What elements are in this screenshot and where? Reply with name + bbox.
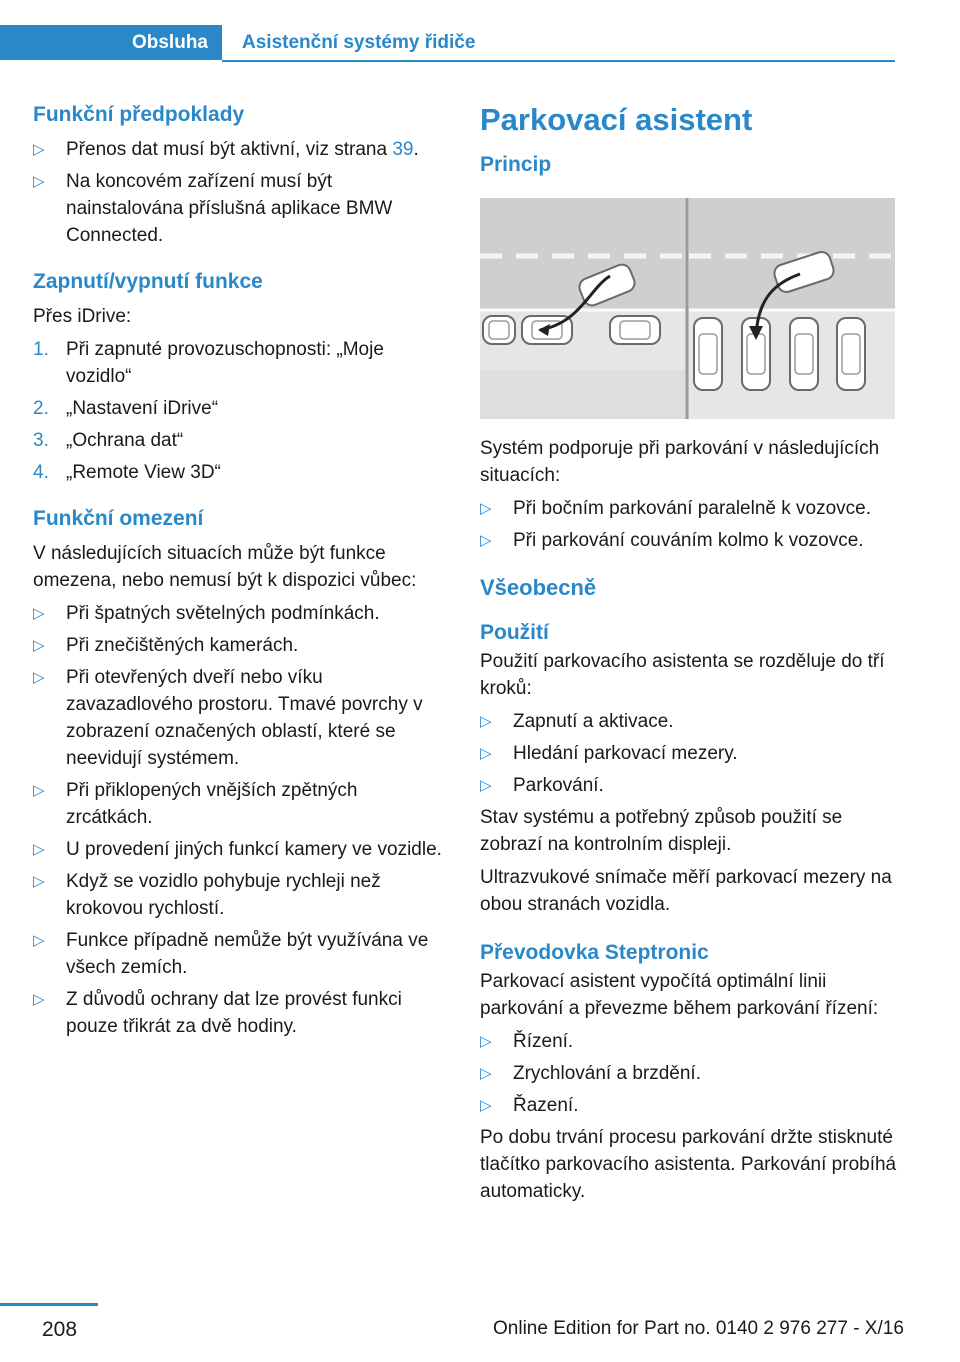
list-item	[33, 664, 445, 772]
step-item	[33, 336, 445, 390]
heading-prevodovka-steptronic: Převodovka Steptronic	[480, 941, 709, 964]
step-number: 4.	[33, 462, 49, 483]
triangle-right-icon: ▷	[480, 532, 492, 549]
steps-list	[480, 708, 898, 799]
list-item	[480, 708, 898, 735]
parking-illustration	[480, 198, 895, 419]
triangle-right-icon: ▷	[480, 1097, 492, 1114]
triangle-right-icon: ▷	[33, 841, 45, 858]
list-item	[33, 927, 445, 981]
page-link[interactable]: 39	[392, 139, 414, 160]
left-column	[33, 100, 445, 1058]
steps-list	[33, 336, 445, 486]
heading-zapnuti-vypnuti: Zapnutí/vypnutí funkce	[33, 270, 263, 293]
list-item-text: Hledání parkovací mezery.	[513, 743, 738, 764]
list-item-text: Parkování.	[513, 775, 604, 796]
step-number: 1.	[33, 339, 49, 360]
paragraph: Ultrazvukové snímače měří parkovací mezery na obou stranách vozidla.	[480, 867, 892, 915]
step-number: 2.	[33, 398, 49, 419]
paragraph: Přes iDrive:	[33, 306, 132, 327]
heading-funkcni-predpoklady: Funkční předpoklady	[33, 103, 245, 126]
triangle-right-icon: ▷	[480, 500, 492, 517]
heading-pouziti: Použití	[480, 621, 549, 644]
list-item	[33, 777, 445, 831]
heading-funkcni-omezeni: Funkční omezení	[33, 507, 204, 530]
heading-princip: Princip	[480, 153, 552, 176]
list-item	[480, 1028, 898, 1055]
list-item-text: Zrychlování a brzdění.	[513, 1063, 701, 1084]
list-item-text: Funkce případně nemůže být využívána ve všech zemích.	[66, 930, 429, 978]
list-item	[33, 632, 445, 659]
triangle-right-icon: ▷	[33, 873, 45, 890]
list-item	[480, 1060, 898, 1087]
triangle-right-icon: ▷	[33, 932, 45, 949]
list-item-text: Při parkování couváním kolmo k vozovce.	[513, 530, 864, 551]
triangle-right-icon: ▷	[33, 173, 45, 190]
step-item	[33, 459, 445, 486]
list-item-text: Z důvodů ochrany dat lze provést funkci pouze třikrát za dvě hodiny.	[66, 989, 402, 1037]
list-item-text: Při znečištěných kamerách.	[66, 635, 299, 656]
list-item-text: Při otevřených dveří nebo víku zavazadlového prostoru. Tmavé povrchy v zobrazení označených oblastí, které se neevidují systémem.	[66, 667, 423, 769]
list-item	[480, 527, 898, 554]
list-item-text: Na koncovém zařízení musí být nainstalována příslušná aplikace BMW Connected.	[66, 171, 393, 246]
step-text: „Nastavení iDrive“	[66, 398, 219, 419]
list-item-text: Když se vozidlo pohybuje rychleji než krokovou rychlostí.	[66, 871, 381, 919]
list-item-text: Při přiklopených vnějších zpětných zrcátkách.	[66, 780, 358, 828]
heading-parkovaci-asistent: Parkovací asistent	[480, 102, 753, 137]
list-item-suffix: .	[413, 139, 419, 160]
list-item	[33, 868, 445, 922]
step-item	[33, 427, 445, 454]
footer-rule	[0, 1303, 98, 1306]
list-item-text: Zapnutí a aktivace.	[513, 711, 674, 732]
list-item-text: Řazení.	[513, 1095, 579, 1116]
list-item-text: Při špatných světelných podmínkách.	[66, 603, 380, 624]
triangle-right-icon: ▷	[33, 669, 45, 686]
edition-footer: Online Edition for Part no. 0140 2 976 277 - X/16	[493, 1318, 904, 1339]
triangle-right-icon: ▷	[33, 605, 45, 622]
triangle-right-icon: ▷	[480, 1065, 492, 1082]
list-item-text: U provedení jiných funkcí kamery ve vozidle.	[66, 839, 442, 860]
list-item	[33, 168, 445, 249]
triangle-right-icon: ▷	[480, 1033, 492, 1050]
list-item	[33, 836, 445, 863]
triangle-right-icon: ▷	[480, 777, 492, 794]
list-item	[480, 495, 898, 522]
paragraph: Systém podporuje při parkování v následujících situacích:	[480, 438, 880, 486]
triangle-right-icon: ▷	[33, 637, 45, 654]
list-item-text: Při bočním parkování paralelně k vozovce.	[513, 498, 872, 519]
triangle-right-icon: ▷	[33, 141, 45, 158]
list-item	[33, 986, 445, 1040]
list-item-text: Přenos dat musí být aktivní, viz strana	[66, 139, 393, 160]
header-rule	[222, 60, 895, 62]
paragraph: Parkovací asistent vypočítá optimální linii parkování a převezme během parkování řízení:	[480, 971, 879, 1019]
paragraph: Použití parkovacího asistenta se rozděluje do tří kroků:	[480, 651, 885, 699]
right-column	[480, 100, 898, 1211]
step-text: „Remote View 3D“	[66, 462, 221, 483]
triangle-right-icon: ▷	[33, 991, 45, 1008]
limitations-list	[33, 600, 445, 1040]
situations-list	[480, 495, 898, 554]
header-tabs	[0, 25, 895, 60]
paragraph: Po dobu trvání procesu parkování držte stisknuté tlačítko parkovacího asistenta. Parkování probíhá automaticky.	[480, 1127, 897, 1202]
triangle-right-icon: ▷	[480, 745, 492, 762]
triangle-right-icon: ▷	[33, 782, 45, 799]
paragraph: V následujících situacích může být funkce omezena, nebo nemusí být k dispozici vůbec:	[33, 543, 417, 591]
tab-obsluha[interactable]: Obsluha	[0, 25, 222, 60]
step-text: Při zapnuté provozuschopnosti: „Moje vozidlo“	[66, 339, 384, 387]
page-number: 208	[42, 1318, 78, 1341]
list-item	[480, 1092, 898, 1119]
list-item	[33, 136, 445, 163]
list-item	[480, 740, 898, 767]
list-item	[33, 600, 445, 627]
step-item	[33, 395, 445, 422]
automation-list	[480, 1028, 898, 1119]
heading-vseobecne: Všeobecně	[480, 575, 597, 600]
paragraph: Stav systému a potřebný způsob použití se zobrazí na kontrolním displeji.	[480, 807, 843, 855]
triangle-right-icon: ▷	[480, 713, 492, 730]
list-item	[480, 772, 898, 799]
tab-asistencni-systemy[interactable]: Asistenční systémy řidiče	[242, 31, 476, 53]
step-number: 3.	[33, 430, 49, 451]
list-item-text: Řízení.	[513, 1031, 574, 1052]
requirements-list	[33, 136, 445, 249]
step-text: „Ochrana dat“	[66, 430, 184, 451]
